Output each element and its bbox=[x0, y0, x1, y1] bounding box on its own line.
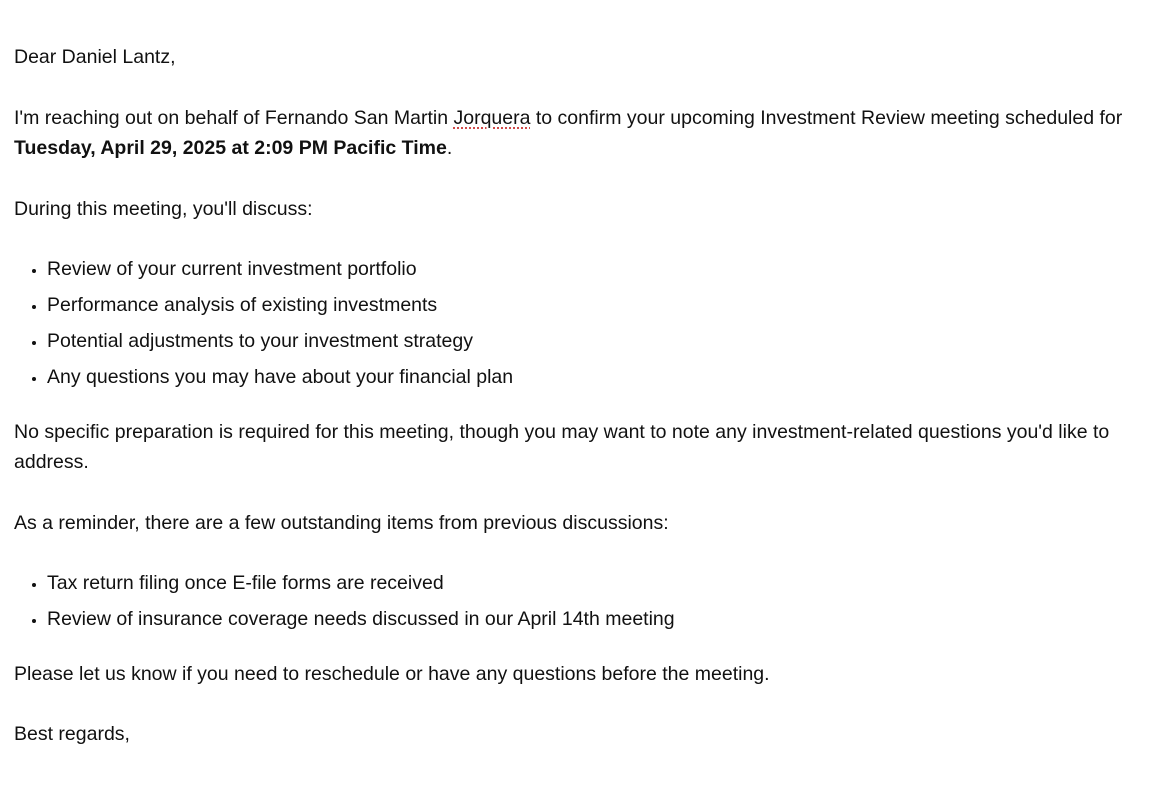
sign-off: Best regards, bbox=[14, 723, 130, 745]
discussion-list bbox=[14, 254, 1142, 393]
intro-period: . bbox=[446, 137, 453, 159]
closing-request: Please let us know if you need to reschedule or have any questions before the meeting. bbox=[14, 662, 770, 685]
misspelled-word[interactable]: Jorquera bbox=[453, 106, 531, 129]
outstanding-items-list bbox=[14, 568, 1142, 635]
preparation-note: No specific preparation is required for this meeting, though you may want to note any investment-related questions you'd like to address. bbox=[14, 420, 1110, 473]
meeting-date-time: Tuesday, April 29, 2025 at 2:09 PM Pacific Time bbox=[14, 137, 447, 159]
intro-text-start: I'm reaching out on behalf of Fernando San Martin bbox=[14, 106, 454, 129]
discuss-heading: During this meeting, you'll discuss: bbox=[14, 197, 313, 220]
list-item: • Any questions you may have about your financial plan bbox=[47, 362, 1142, 393]
list-item: • Review of your current investment portfolio bbox=[47, 254, 1142, 285]
list-item: • Performance analysis of existing investments bbox=[47, 290, 1142, 321]
reminder-heading: As a reminder, there are a few outstanding items from previous discussions: bbox=[14, 511, 669, 534]
intro-paragraph bbox=[14, 103, 1142, 164]
list-item: • Tax return filing once E-file forms are received bbox=[47, 568, 1142, 599]
greeting: Dear Daniel Lantz, bbox=[14, 46, 176, 68]
email-body[interactable] bbox=[14, 42, 1142, 780]
list-item: • Potential adjustments to your investment strategy bbox=[47, 326, 1142, 357]
list-item: • Review of insurance coverage needs discussed in our April 14th meeting bbox=[47, 604, 1142, 635]
intro-text-middle: to confirm your upcoming Investment Review meeting scheduled for bbox=[530, 106, 1123, 129]
